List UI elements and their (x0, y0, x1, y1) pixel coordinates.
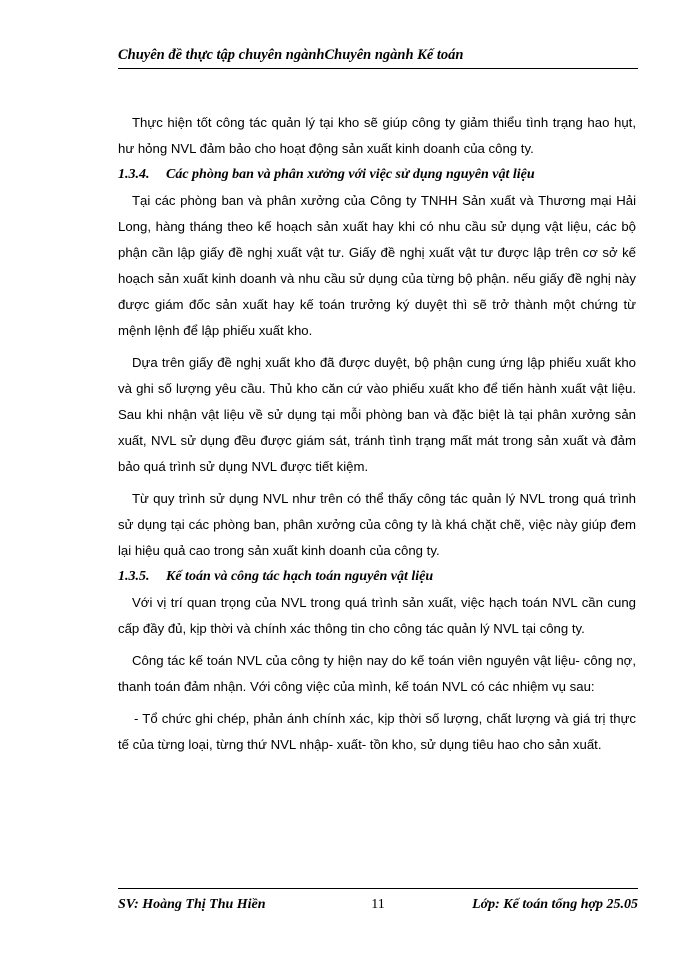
paragraph: Công tác kế toán NVL của công ty hiện nay do kế toán viên nguyên vật liệu- công nợ, thanh toán đảm nhận. Với công việc của mình, kế toán NVL có các nhiệm vụ sau: (118, 653, 636, 694)
bullet-item: - Tổ chức ghi chép, phản ánh chính xác, kịp thời số lượng, chất lượng và giá trị thực tế của từng loại, từng thứ NVL nhập- xuất- tồn kho, sử dụng tiêu hao cho sản xuất. (118, 711, 636, 752)
section-title: Kế toán và công tác hạch toán nguyên vật liệu (166, 569, 434, 584)
section-number: 1.3.5. (118, 569, 150, 584)
page-content (118, 110, 636, 758)
section-number: 1.3.4. (118, 167, 150, 182)
paragraph: Từ quy trình sử dụng NVL như trên có thể thấy công tác quản lý NVL trong quá trình sử dụng tại các phòng ban, phân xưởng của công ty là khá chặt chẽ, việc này giúp đem lại hiệu quả cao trong sản xuất kinh doanh của công ty. (118, 491, 636, 558)
page-header (118, 44, 638, 69)
section-title: Các phòng ban và phân xưởng với việc sử dụng nguyên vật liệu (166, 167, 535, 182)
page-footer (118, 888, 638, 912)
page-number: 11 (371, 897, 385, 912)
paragraph: Tại các phòng ban và phân xưởng của Công ty TNHH Sản xuất và Thương mại Hải Long, hàng tháng theo kế hoạch sản xuất hay khi có nhu cầu sử dụng vật liệu, các bộ phận cần lập giấy đề nghị xuất vật tư. Giấy đề nghị xuất vật tư được lập trên cơ sở kế hoạch sản xuất kinh doanh và nhu cầu sử dụng của từng bộ phận. nếu giấy đề nghị này được giám đốc sản xuất hay kế toán trưởng ký duyệt thì sẽ trở thành một chứng từ mệnh lệnh để lập phiếu xuất kho. (118, 193, 636, 338)
header-title: Chuyên đề thực tập chuyên ngànhChuyên ngành Kế toán (118, 47, 464, 63)
paragraph: Với vị trí quan trọng của NVL trong quá trình sản xuất, việc hạch toán NVL cần cung cấp đầy đủ, kịp thời và chính xác thông tin cho công tác quản lý NVL tại công ty. (118, 595, 636, 636)
section-heading-1-3-5 (118, 564, 636, 590)
section-heading-1-3-4 (118, 162, 636, 188)
paragraph: Dựa trên giấy đề nghị xuất kho đã được duyệt, bộ phận cung ứng lập phiếu xuất kho và ghi số lượng yêu cầu. Thủ kho căn cứ vào phiếu xuất kho để tiến hành xuất vật liệu. Sau khi nhận vật liệu về sử dụng tại mỗi phòng ban và đặc biệt là tại phân xưởng sản xuất, NVL sử dụng đều được giám sát, tránh tình trạng mất mát trong sản xuất và đảm bảo quá trình sử dụng NVL được tiết kiệm. (118, 355, 636, 474)
footer-class: Lớp: Kế toán tổng hợp 25.05 (472, 897, 638, 912)
footer-student: SV: Hoàng Thị Thu Hiền (118, 897, 266, 912)
paragraph: Thực hiện tốt công tác quản lý tại kho sẽ giúp công ty giảm thiểu tình trạng hao hụt, hư hỏng NVL đảm bảo cho hoạt động sản xuất kinh doanh của công ty. (118, 115, 636, 156)
